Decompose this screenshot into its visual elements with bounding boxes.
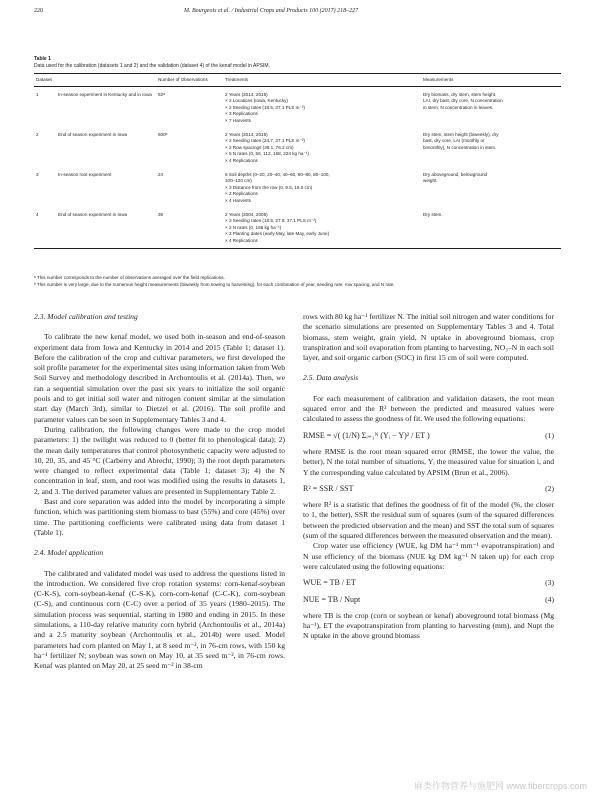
dataset-description: In-season experiment in Kentucky and in Iowa <box>58 91 152 97</box>
treatment-line: × 2 Row spacings (38.1, 76.2 cm) <box>225 144 294 150</box>
measurement-line: weight. <box>423 178 438 184</box>
table-footnotes <box>34 274 561 288</box>
treatment-line: × 5 N rates (0, 56, 112, 168, 224 kg ha⁻¹) <box>225 151 309 157</box>
dataset-description: End of season experiment in Iowa <box>56 207 156 249</box>
dataset-description: In-season root experiment <box>58 171 112 177</box>
equation-formula: R² = SSR / SST <box>303 483 354 493</box>
col-header-measurements: Measurements <box>421 74 561 87</box>
table-header-row <box>34 74 561 87</box>
measurement-line: bimonthly), N concentration in stem. <box>423 144 497 150</box>
paragraph: Crop water use efficiency (WUE, kg DM ha⁻¹ mm⁻¹ evapotranspiration) and N use efficiency of the biomass (NUE kg DM kg⁻¹ N taken up) for each crop were calculated using the following equations: <box>303 541 554 571</box>
measurement-line: bast, dry core, LAI (monthly or <box>423 138 485 144</box>
table-row <box>34 127 561 167</box>
treatment-line: 2 Years (2014, 2015) <box>225 91 268 97</box>
table-row <box>34 167 561 207</box>
treatments-cell <box>223 127 421 167</box>
measurements-cell <box>421 127 561 167</box>
paragraph: Bast and core separation was added into the model by incorporating a simple function, which was partitioning stem biomass to bast (55%) and core (45%) over time. The partitioning coefficients were calibrated using data from dataset 1 (Table 1). <box>34 497 285 537</box>
paragraph: where R² is a statistic that defines the goodness of fit of the model (%, the closer to 1, the better), SSR the residual sum of squares (sum of the squared differences between the predicted observation and the mean) and SST the total sum of squares (sum of the squared differences between the measured observation and the mean). <box>303 500 554 541</box>
treatment-line: 6 Soil depths (0–20, 20–40, 40–60, 60–80, 80–100, <box>225 171 330 177</box>
measurements-cell <box>421 86 561 126</box>
col-header-observations: Number of Observations <box>156 74 223 87</box>
paragraph: where TB is the crop (corn or soybean or kenaf) aboveground total biomass (Mg ha⁻¹), ET the evapotranspiration from planting to harvesting (mm), and Nupt the N uptake in the above ground biomass <box>303 610 554 641</box>
treatment-line: × 3 Planting dates (early May, late May, early June) <box>225 231 330 237</box>
paragraph: where RMSE is the root mean squared error (RMSE, the lower the value, the better), N the total number of situations, Yᵢ the measured value for situation i, and Y the corresponding value calculated by APSIM (Brun et al., 2006). <box>303 446 554 477</box>
equation-formula: WUE = TB / ET <box>303 578 356 588</box>
equation-formula: RMSE = √( (1/N) Σᵢ₌₁ᴺ (Yᵢ − Y)² / ET ) <box>303 430 430 440</box>
observations-count: 600ᵇ <box>158 131 168 137</box>
section-heading: 2.5. Data analysis <box>303 373 359 383</box>
equation-number: (3) <box>545 578 554 588</box>
equation-1 <box>303 431 554 441</box>
equation-4 <box>303 595 554 605</box>
treatment-line: × 4 Harvests <box>225 197 251 203</box>
left-column <box>34 312 285 672</box>
measurement-line: Dry stem, stem height (biweekly), dry <box>423 131 499 137</box>
table-caption <box>34 56 270 70</box>
observations-count: 52ᵃ <box>158 91 165 97</box>
equation-number: (2) <box>545 483 554 493</box>
dataset-id: 3 <box>36 171 39 177</box>
dataset-description: End of season experiment in Iowa <box>58 131 128 137</box>
observations-count: 24 <box>158 171 164 177</box>
treatments-cell <box>223 86 421 126</box>
dataset-id: 2 <box>36 131 39 137</box>
journal-citation: M. Bourgeois et al. / Industrial Crops and Products 100 (2017) 218–227 <box>184 8 359 14</box>
treatment-line: 2 Years (2014, 2015) <box>225 131 268 137</box>
treatment-line: × 4 Replications <box>225 237 258 243</box>
treatment-line: 2 Years (2004, 2005) <box>225 211 268 217</box>
table-row <box>34 207 561 249</box>
col-header-dataset: Dataset <box>34 74 156 87</box>
table-label: Table 1 <box>34 56 51 62</box>
section-heading: 2.3. Model calibration and testing <box>34 312 138 321</box>
treatments-cell <box>223 167 421 207</box>
col-header-treatments: Treatments <box>223 74 421 87</box>
measurement-line: in stem, N concentration in leaves. <box>423 104 494 110</box>
measurements-cell <box>421 167 561 207</box>
measurement-line: Dry biomass, dry stem, stem height, <box>423 91 497 97</box>
treatment-line: × 4 Replications <box>225 157 258 163</box>
table-row <box>34 86 561 126</box>
treatments-cell <box>223 207 421 249</box>
page-number: 220 <box>34 8 43 14</box>
measurement-line: Dry stem. <box>423 211 443 217</box>
table-caption-text: Data used for the calibration (datasets 1 and 2) and the validation (dataset 4) of the kenaf model in APSIM. <box>34 63 270 69</box>
measurement-line: Dry aboveground, belowground <box>423 171 488 177</box>
treatment-line: × 2 N rates (0, 168 kg ha⁻¹) <box>225 224 282 230</box>
measurement-line: LAI, dry bast, dry core, N concentration <box>423 98 503 104</box>
treatment-line: × 3 Seeding rates (18.5, 27.8, 37.1 PLS m⁻²) <box>225 218 317 224</box>
measurements-cell <box>421 207 561 249</box>
paragraph: For each measurement of calibration and validation datasets, the root mean squared error and the R² between the predicted and measured values were calculated to assess the goodness of fit. We used the following equations: <box>303 393 554 424</box>
paragraph: rows with 80 kg ha⁻¹ fertilizer N. The initial soil nitrogen and water conditions for the scenario simulations are presented on Supplementary Tables 3 and 4. Total biomass, stem weight, grain yield, N uptake in aboveground biomass, crop transpiration and soil evaporation from planting to harvesting, NO₃–N in each soil layer, and soil organic carbon (SOC) in first 15 cm of soil were computed. <box>303 312 554 363</box>
treatment-line: 100–120 cm) <box>225 178 252 184</box>
equation-number: (1) <box>545 430 554 440</box>
equation-number: (4) <box>545 594 554 604</box>
equation-3 <box>303 578 554 588</box>
section-heading: 2.4. Model application <box>34 548 104 558</box>
treatment-line: × 2 Seeding rates (18.5, 37.1 PLS m⁻²) <box>225 104 305 110</box>
footnote-b: ᵇ This number is very large, due to the numerous height measurements (biweekly from sowing to harvesting), for each combination of year, seeding rate, row spacing, and N rate. <box>34 282 395 287</box>
paragraph: During calibration, the following changes were made to the crop model parameters: 1) the twilight was reduced to 0 (better fit to phenological data); 2) the mean daily temperatures that control photosynthetic capacity were adjusted to 10, 20, 35, and 45 °C (Carberry and Abrecht, 1990); 3) the root depth parameters were changed to reflect experimental data (Table 1; dataset 3); 4) the N concentration in leaf, stem, and root was modified using the results in datasets 1, 2, and 3. The derived parameter values are presented in Supplementary Table 2. <box>34 424 285 496</box>
treatment-line: × 7 Harvests <box>225 117 251 123</box>
watermark: 麻类作物营养与施肥网 www.fibercrops.com <box>413 781 587 791</box>
dataset-id: 4 <box>34 207 56 249</box>
treatment-line: × 2 Locations (Iowa, Kentucky) <box>225 98 288 104</box>
paragraph: The calibrated and validated model was used to address the questions listed in the introduction. We considered five crop rotation systems: corn-kenaf-soybean (C-K-S), corn-soybean-kenaf (C-S-K), corn-corn-kenaf (C-C-K), corn-soybean (C-S), and continuous corn (C-C) over a period of 35 years (1980–2015). The simulation process was sequential, starting in 1980 and ending in 2015. In these simulations, a 110-day relative maturity corn hybrid (Archontoulis et al., 2014a) and a 2.5 maturity soybean (Archontoulis et al., 2014b) were used. Model parameters had corn planted on May 1, at 8 seed m⁻², in 76-cm rows, with 150 kg ha⁻¹ fertilizer N; soybean was sown on May 10, at 35 seed m⁻², in 76-cm rows. Kenaf was planted on May 20, at 25 seed m⁻² in 38-cm <box>34 568 285 671</box>
treatment-line: × 2 Seeding rates (24.7, 37.1 PLS m⁻²) <box>225 138 305 144</box>
footnote-a: ᵃ This number corresponds to the number of observations averaged over the field replications. <box>34 275 225 280</box>
paragraph: To calibrate the new kenaf model, we used both in-season and end-of-season experiment data from Iowa and Kentucky in 2014 and 2015 (Table 1; dataset 1). Before the calibration of the crop and cultivar parameters, we first developed the soil profile parameter for the experimental sites using information taken from Web Soil Survey and methodology described in Archontoulis et al. (2014a). Then, we ran a sequential simulation over the past six years to initialize the soil organic pools and to get initial soil water and nitrogen content similar at the simulation start day (March 3rd), similar to Dietzel et al. (2016). The soil profile and parameter values can be seen in Supplementary Tables 3 and 4. <box>34 332 285 424</box>
equation-formula: NUE = TB / Nupt <box>303 594 361 604</box>
right-column <box>303 312 554 642</box>
treatment-line: × 3 Replications <box>225 111 258 117</box>
treatment-line: × 2 Replications <box>225 191 258 197</box>
dataset-id: 1 <box>36 91 39 97</box>
data-table <box>34 73 561 249</box>
equation-2 <box>303 484 554 494</box>
treatment-line: × 3 Distance from the row (0, 9.5, 19.0 cm) <box>225 184 313 190</box>
observations-count: 36 <box>156 207 223 249</box>
